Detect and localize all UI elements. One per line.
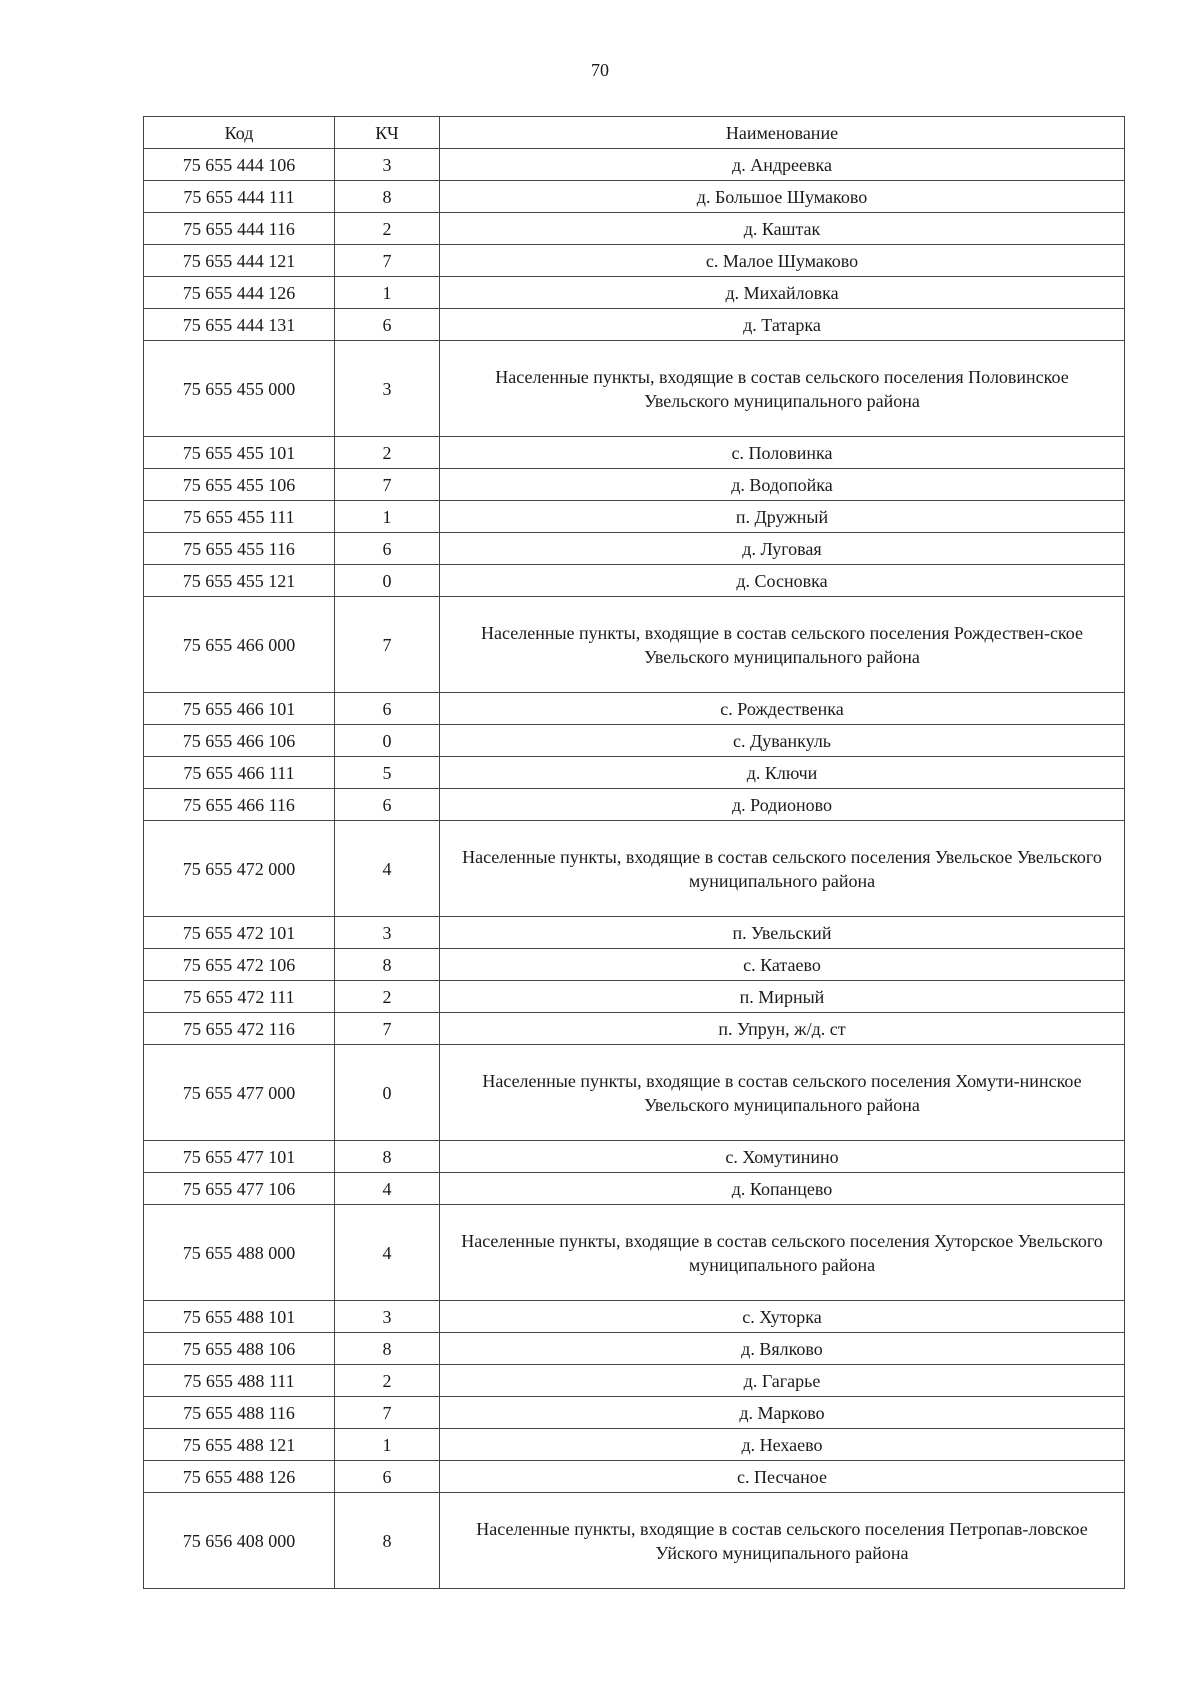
cell-kch: 3 [335, 341, 440, 437]
cell-code: 75 655 488 111 [144, 1365, 335, 1397]
table-row [144, 757, 1125, 789]
cell-name: п. Упрун, ж/д. ст [440, 1013, 1125, 1045]
cell-code: 75 656 408 000 [144, 1493, 335, 1589]
page-number: 70 [591, 60, 609, 80]
cell-code: 75 655 472 106 [144, 949, 335, 981]
table-row [144, 469, 1125, 501]
cell-code: 75 655 472 000 [144, 821, 335, 917]
cell-code: 75 655 444 131 [144, 309, 335, 341]
cell-name: д. Каштак [440, 213, 1125, 245]
table-row [144, 501, 1125, 533]
cell-kch: 1 [335, 501, 440, 533]
cell-name: с. Хомутинино [440, 1141, 1125, 1173]
table-body [144, 149, 1125, 1589]
cell-kch: 6 [335, 789, 440, 821]
cell-kch: 6 [335, 309, 440, 341]
cell-kch: 3 [335, 149, 440, 181]
cell-code: 75 655 466 111 [144, 757, 335, 789]
cell-name: с. Рождественка [440, 693, 1125, 725]
table-row [144, 1493, 1125, 1589]
cell-kch: 4 [335, 821, 440, 917]
cell-kch: 3 [335, 1301, 440, 1333]
cell-name: д. Копанцево [440, 1173, 1125, 1205]
cell-name: Населенные пункты, входящие в состав сельского поселения Хомути-нинское Увельского муниципального района [440, 1045, 1125, 1141]
cell-code: 75 655 472 111 [144, 981, 335, 1013]
table-row [144, 693, 1125, 725]
table-row [144, 213, 1125, 245]
cell-kch: 4 [335, 1205, 440, 1301]
cell-code: 75 655 466 106 [144, 725, 335, 757]
cell-kch: 8 [335, 1333, 440, 1365]
cell-name: с. Песчаное [440, 1461, 1125, 1493]
table-row [144, 1365, 1125, 1397]
table-row [144, 309, 1125, 341]
header-kch: КЧ [335, 117, 440, 149]
cell-name: п. Мирный [440, 981, 1125, 1013]
cell-name: д. Михайловка [440, 277, 1125, 309]
table-row [144, 821, 1125, 917]
cell-kch: 6 [335, 1461, 440, 1493]
cell-name: д. Вялково [440, 1333, 1125, 1365]
cell-code: 75 655 488 116 [144, 1397, 335, 1429]
cell-kch: 8 [335, 1493, 440, 1589]
cell-name: д. Гагарье [440, 1365, 1125, 1397]
cell-code: 75 655 472 116 [144, 1013, 335, 1045]
cell-name: с. Дуванкуль [440, 725, 1125, 757]
cell-name: п. Дружный [440, 501, 1125, 533]
cell-kch: 6 [335, 533, 440, 565]
cell-code: 75 655 488 126 [144, 1461, 335, 1493]
table-row [144, 1205, 1125, 1301]
cell-code: 75 655 488 000 [144, 1205, 335, 1301]
cell-kch: 1 [335, 1429, 440, 1461]
cell-code: 75 655 455 121 [144, 565, 335, 597]
cell-code: 75 655 488 101 [144, 1301, 335, 1333]
header-name: Наименование [440, 117, 1125, 149]
cell-kch: 7 [335, 1013, 440, 1045]
cell-kch: 7 [335, 469, 440, 501]
cell-name: д. Марково [440, 1397, 1125, 1429]
table-row [144, 981, 1125, 1013]
cell-kch: 0 [335, 725, 440, 757]
table-row [144, 597, 1125, 693]
okato-table [143, 116, 1125, 1589]
cell-name: д. Сосновка [440, 565, 1125, 597]
cell-kch: 0 [335, 565, 440, 597]
cell-name: Населенные пункты, входящие в состав сельского поселения Рождествен-ское Увельского муниципального района [440, 597, 1125, 693]
table-row [144, 1461, 1125, 1493]
cell-code: 75 655 488 121 [144, 1429, 335, 1461]
table-row [144, 917, 1125, 949]
cell-kch: 7 [335, 245, 440, 277]
table-row [144, 1429, 1125, 1461]
table-row [144, 437, 1125, 469]
table-row [144, 245, 1125, 277]
cell-kch: 5 [335, 757, 440, 789]
header-code: Код [144, 117, 335, 149]
cell-name: д. Луговая [440, 533, 1125, 565]
cell-name: Населенные пункты, входящие в состав сельского поселения Увельское Увельского муниципального района [440, 821, 1125, 917]
cell-name: с. Катаево [440, 949, 1125, 981]
cell-code: 75 655 466 000 [144, 597, 335, 693]
cell-code: 75 655 477 106 [144, 1173, 335, 1205]
cell-kch: 8 [335, 1141, 440, 1173]
cell-code: 75 655 466 116 [144, 789, 335, 821]
cell-kch: 2 [335, 1365, 440, 1397]
table-row [144, 789, 1125, 821]
cell-code: 75 655 444 126 [144, 277, 335, 309]
cell-code: 75 655 444 111 [144, 181, 335, 213]
cell-kch: 0 [335, 1045, 440, 1141]
cell-code: 75 655 455 111 [144, 501, 335, 533]
table-row [144, 1333, 1125, 1365]
cell-name: с. Хуторка [440, 1301, 1125, 1333]
cell-kch: 2 [335, 437, 440, 469]
table-row [144, 533, 1125, 565]
cell-name: д. Родионово [440, 789, 1125, 821]
table-row [144, 1045, 1125, 1141]
cell-name: д. Андреевка [440, 149, 1125, 181]
cell-name: с. Малое Шумаково [440, 245, 1125, 277]
cell-code: 75 655 455 101 [144, 437, 335, 469]
table-row [144, 1141, 1125, 1173]
table-row [144, 277, 1125, 309]
table-row [144, 725, 1125, 757]
cell-code: 75 655 455 000 [144, 341, 335, 437]
cell-kch: 8 [335, 181, 440, 213]
table-header-row [144, 117, 1125, 149]
cell-kch: 6 [335, 693, 440, 725]
cell-name: Населенные пункты, входящие в состав сельского поселения Половинское Увельского муниципального района [440, 341, 1125, 437]
table-row [144, 149, 1125, 181]
table-row [144, 341, 1125, 437]
cell-kch: 2 [335, 981, 440, 1013]
cell-code: 75 655 472 101 [144, 917, 335, 949]
cell-kch: 8 [335, 949, 440, 981]
cell-name: д. Большое Шумаково [440, 181, 1125, 213]
cell-kch: 1 [335, 277, 440, 309]
cell-name: д. Татарка [440, 309, 1125, 341]
table-row [144, 1013, 1125, 1045]
cell-code: 75 655 444 116 [144, 213, 335, 245]
table-row [144, 949, 1125, 981]
table-row [144, 1173, 1125, 1205]
cell-kch: 2 [335, 213, 440, 245]
cell-name: д. Ключи [440, 757, 1125, 789]
table-row [144, 1301, 1125, 1333]
table-row [144, 1397, 1125, 1429]
cell-code: 75 655 455 106 [144, 469, 335, 501]
cell-name: п. Увельский [440, 917, 1125, 949]
cell-kch: 7 [335, 597, 440, 693]
cell-code: 75 655 477 000 [144, 1045, 335, 1141]
cell-kch: 7 [335, 1397, 440, 1429]
cell-name: Населенные пункты, входящие в состав сельского поселения Хуторское Увельского муниципального района [440, 1205, 1125, 1301]
cell-code: 75 655 477 101 [144, 1141, 335, 1173]
table-row [144, 181, 1125, 213]
cell-code: 75 655 444 121 [144, 245, 335, 277]
cell-code: 75 655 488 106 [144, 1333, 335, 1365]
cell-code: 75 655 444 106 [144, 149, 335, 181]
cell-kch: 3 [335, 917, 440, 949]
cell-name: Населенные пункты, входящие в состав сельского поселения Петропав-ловское Уйского муниципального района [440, 1493, 1125, 1589]
cell-kch: 4 [335, 1173, 440, 1205]
table-row [144, 565, 1125, 597]
cell-name: с. Половинка [440, 437, 1125, 469]
cell-name: д. Водопойка [440, 469, 1125, 501]
cell-name: д. Нехаево [440, 1429, 1125, 1461]
cell-code: 75 655 466 101 [144, 693, 335, 725]
cell-code: 75 655 455 116 [144, 533, 335, 565]
